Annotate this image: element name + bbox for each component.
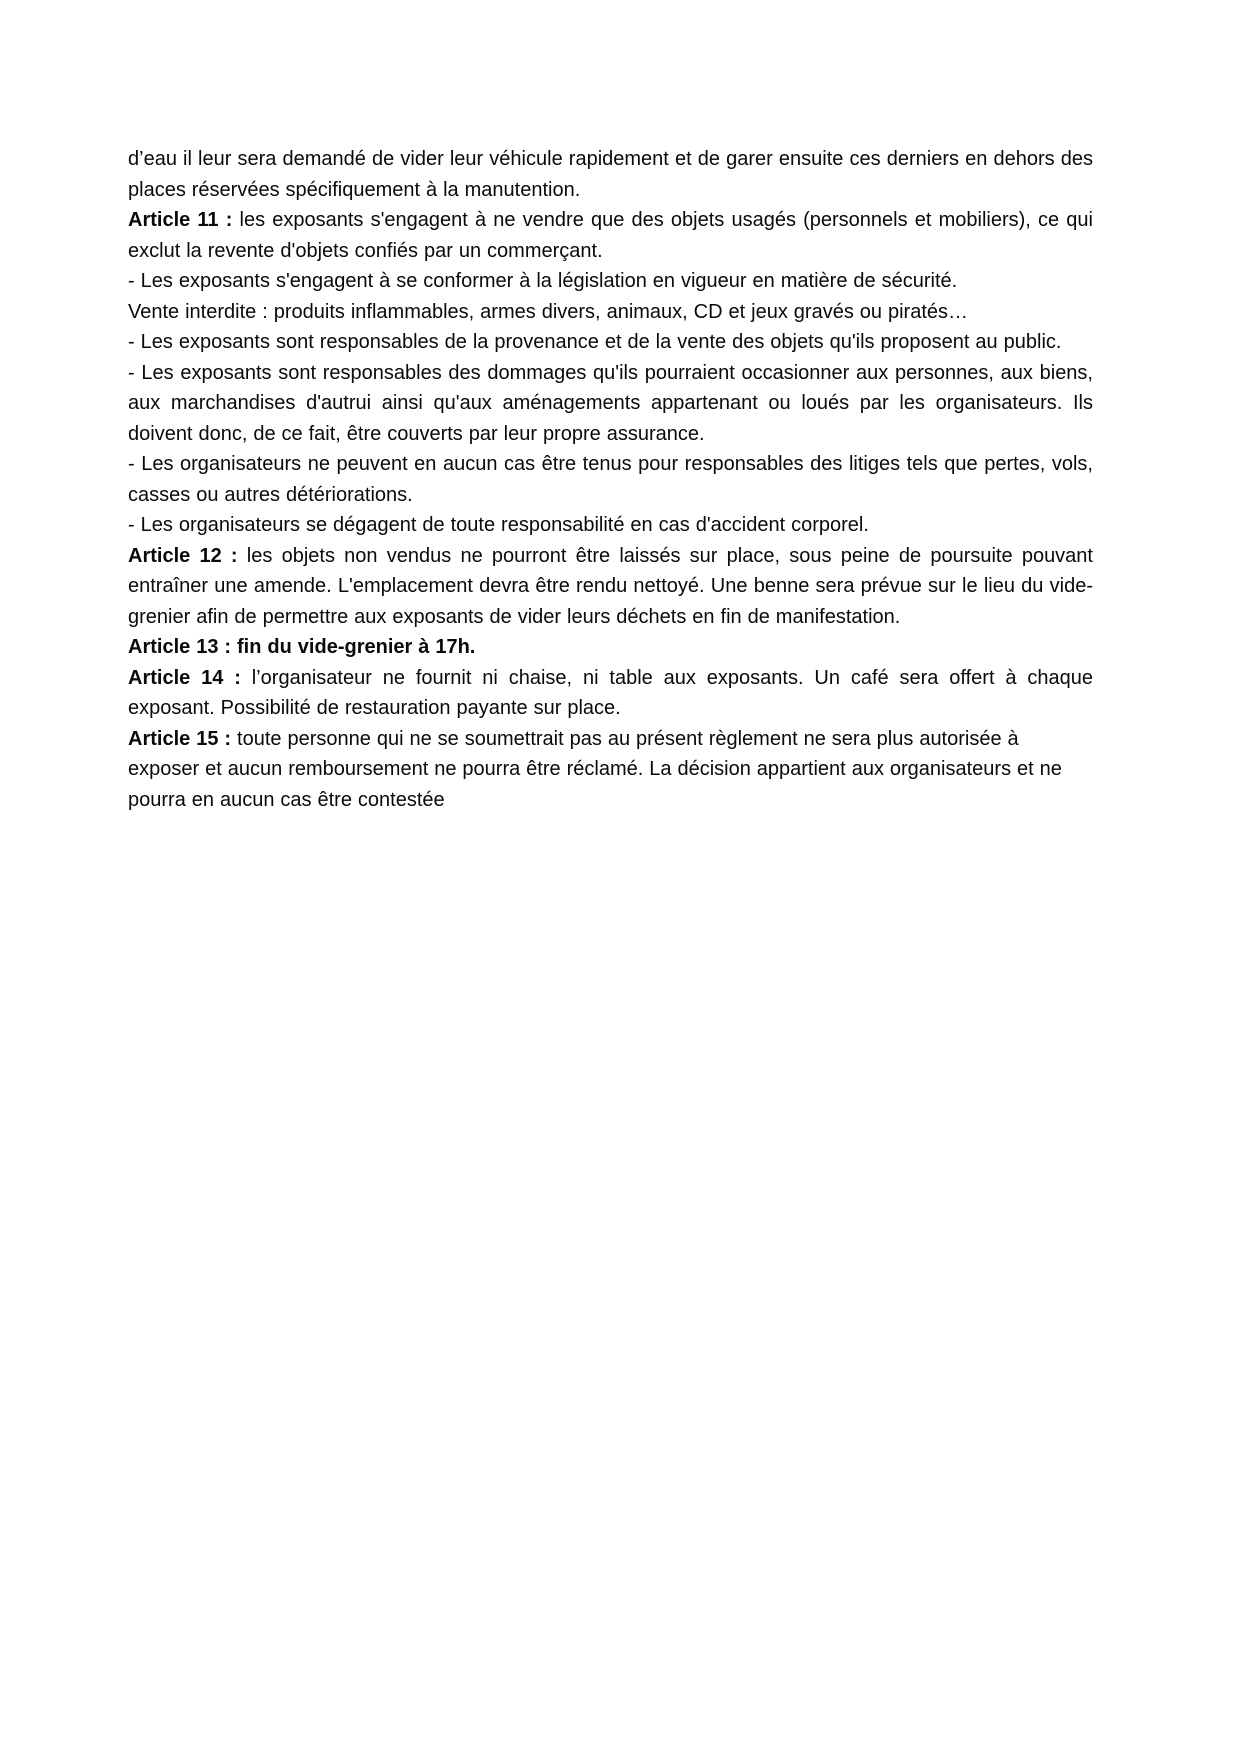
paragraph-text: toute personne qui ne se soumettrait pas au présent règlement ne sera plus autorisée à exposer et aucun remboursement ne pourra être réclamé. La décision appartient aux organisateurs et ne pourra en aucun cas être contestée: [128, 727, 1062, 811]
paragraph-text: d’eau il leur sera demandé de vider leur véhicule rapidement et de garer ensuite ces derniers en dehors des places réservées spécifiquement à la manutention.: [128, 148, 1093, 201]
paragraph-text: l’organisateur ne fournit ni chaise, ni table aux exposants. Un café sera offert à chaque exposant. Possibilité de restauration payante sur place.: [128, 666, 1093, 719]
document-paragraph: [128, 297, 1093, 328]
document-paragraph: [128, 724, 1093, 816]
document-paragraph: [128, 144, 1093, 205]
document-paragraph: [128, 663, 1093, 724]
document-paragraph: [128, 266, 1093, 297]
document-paragraph: [128, 205, 1093, 266]
document-paragraph: [128, 510, 1093, 541]
document-body: [128, 144, 1093, 815]
article-label: Article 12 :: [128, 544, 238, 567]
document-paragraph: [128, 327, 1093, 358]
article-label: Article 14 :: [128, 666, 241, 689]
document-paragraph: [128, 541, 1093, 633]
document-paragraph: [128, 632, 1093, 663]
article-label: Article 13 : fin du vide-grenier à 17h.: [128, 636, 476, 658]
paragraph-text: - Les organisateurs ne peuvent en aucun cas être tenus pour responsables des litiges tels que pertes, vols, casses ou autres détériorations.: [128, 453, 1093, 506]
paragraph-text: les objets non vendus ne pourront être laissés sur place, sous peine de poursuite pouvant entraîner une amende. L'emplacement devra être rendu nettoyé. Une benne sera prévue sur le lieu du vide-grenier afin de permettre aux exposants de vider leurs déchets en fin de manifestation.: [128, 544, 1093, 628]
paragraph-text: - Les exposants s'engagent à se conformer à la législation en vigueur en matière de sécurité.: [128, 270, 958, 292]
paragraph-text: Vente interdite : produits inflammables, armes divers, animaux, CD et jeux gravés ou piratés…: [128, 300, 969, 323]
paragraph-text: les exposants s'engagent à ne vendre que des objets usagés (personnels et mobiliers), ce qui exclut la revente d'objets confiés par un commerçant.: [128, 209, 1093, 262]
article-label: Article 15 :: [128, 727, 232, 750]
document-paragraph: [128, 449, 1093, 510]
paragraph-text: - Les exposants sont responsables des dommages qu'ils pourraient occasionner aux personnes, aux biens, aux marchandises d'autrui ainsi qu'aux aménagements appartenant ou loués par les organisateurs. Ils doivent donc, de ce fait, être couverts par leur propre assurance.: [128, 361, 1093, 445]
article-label: Article 11 :: [128, 209, 233, 231]
document-paragraph: [128, 358, 1093, 450]
paragraph-text: - Les organisateurs se dégagent de toute responsabilité en cas d'accident corporel.: [128, 514, 869, 536]
paragraph-text: - Les exposants sont responsables de la provenance et de la vente des objets qu'ils proposent au public.: [128, 331, 1062, 353]
